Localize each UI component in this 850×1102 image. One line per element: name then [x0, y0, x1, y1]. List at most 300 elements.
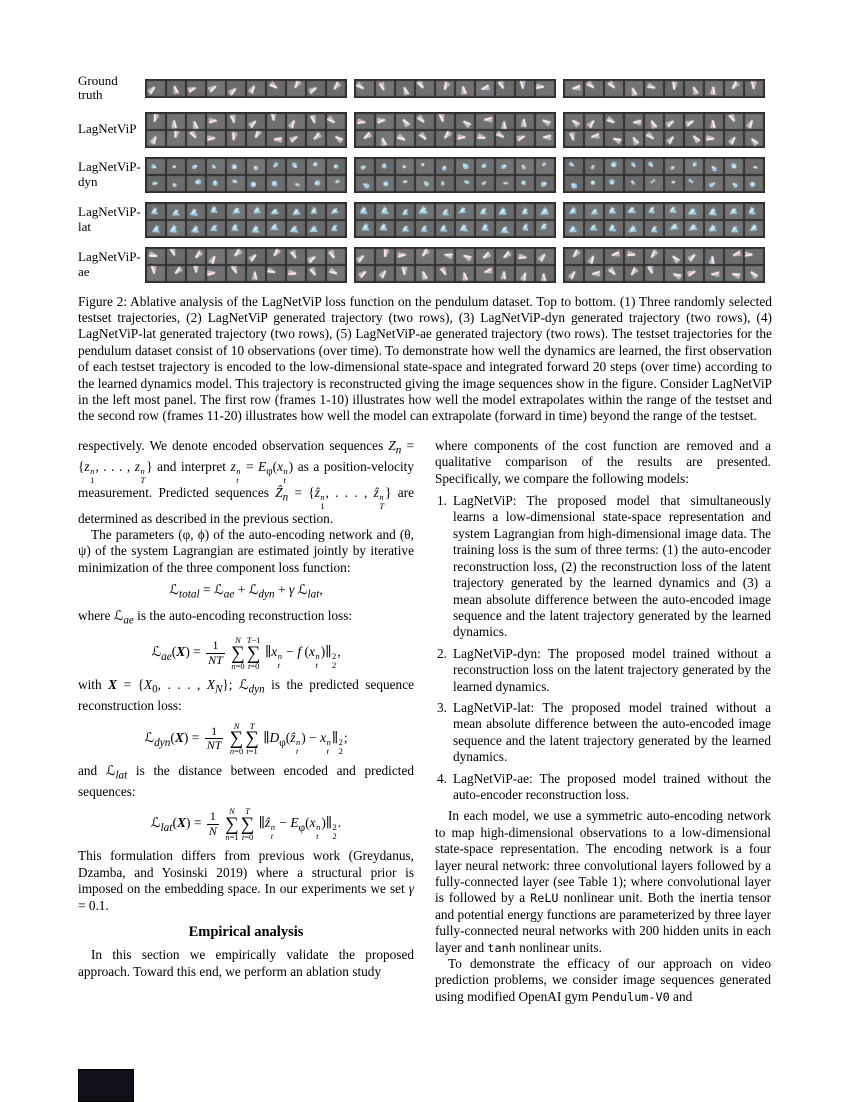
pendulum-cell	[684, 80, 704, 97]
pendulum-cell	[604, 158, 624, 175]
pendulum-cell	[415, 203, 435, 220]
figure-panel	[145, 247, 347, 283]
figure-panel	[563, 247, 765, 283]
pendulum-cell	[246, 203, 266, 220]
pendulum-cell	[495, 80, 515, 97]
figure-panel	[145, 79, 347, 98]
figure-row-label: LagNetViP	[78, 121, 137, 137]
pendulum-cell	[455, 130, 475, 147]
equation-total-loss: ℒ$_{total}$ = ℒ$_{ae}$ + ℒ$_{dyn}$ + γ ℒ$_{lat}$,	[169, 582, 323, 601]
pendulum-cell	[395, 80, 415, 97]
pendulum-cell	[664, 265, 684, 282]
figure-row-label: LagNetViP-dyn	[78, 159, 141, 189]
list-number: 1.	[437, 493, 447, 509]
pendulum-cell	[326, 113, 346, 130]
pendulum-cell	[624, 158, 644, 175]
pendulum-cell	[435, 203, 455, 220]
pendulum-cell	[246, 220, 266, 237]
pendulum-cell	[644, 80, 664, 97]
figure-band	[78, 202, 772, 238]
figure-row-label: LagNetViP-ae	[78, 249, 141, 279]
pendulum-cell	[206, 130, 226, 147]
pendulum-cell	[246, 130, 266, 147]
pendulum-cell	[375, 265, 395, 282]
pendulum-cell	[246, 113, 266, 130]
list-item	[437, 646, 771, 695]
pendulum-cell	[166, 265, 186, 282]
pendulum-cell	[435, 80, 455, 97]
figure-row-label: LagNetViP-lat	[78, 204, 141, 234]
list-number: 2.	[437, 645, 447, 661]
pendulum-cell	[564, 265, 584, 282]
pendulum-cell	[704, 175, 724, 192]
pendulum-cell	[186, 265, 206, 282]
pendulum-cell	[664, 248, 684, 265]
pendulum-cell	[226, 158, 246, 175]
pendulum-cell	[355, 158, 375, 175]
section-heading: Empirical analysis	[188, 924, 304, 941]
pendulum-cell	[724, 203, 744, 220]
pendulum-cell	[375, 248, 395, 265]
pendulum-cell	[584, 203, 604, 220]
pendulum-cell	[564, 158, 584, 175]
pendulum-cell	[206, 113, 226, 130]
paragraph: respectively. We denote encoded observation sequences $Z_n = \{z$ n 1 , . . . , z n T } and interpret z n t = $E_\varphi(x$ n t ) as a position-velocity measurement. Predicted sequences Ẑ$_n$ = {ẑ n 1 , . . . , ẑ n T } are determined as described in the previous section.	[78, 437, 414, 526]
pendulum-cell	[644, 113, 664, 130]
pendulum-cell	[286, 203, 306, 220]
pendulum-cell	[664, 80, 684, 97]
figure-panel	[354, 202, 556, 238]
figure-band	[78, 247, 772, 283]
pendulum-cell	[684, 203, 704, 220]
pendulum-cell	[495, 113, 515, 130]
pendulum-cell	[146, 158, 166, 175]
paragraph: and ℒ$_{lat}$ is the distance between encoded and predicted sequences:	[78, 762, 414, 799]
pendulum-cell	[415, 220, 435, 237]
pendulum-cell	[664, 158, 684, 175]
pendulum-cell	[744, 175, 764, 192]
pendulum-cell	[495, 265, 515, 282]
pendulum-cell	[306, 130, 326, 147]
pendulum-cell	[246, 265, 266, 282]
pendulum-cell	[495, 175, 515, 192]
pendulum-cell	[475, 80, 495, 97]
pendulum-cell	[306, 158, 326, 175]
pendulum-cell	[306, 80, 326, 97]
pendulum-cell	[644, 158, 664, 175]
pendulum-cell	[355, 248, 375, 265]
figure-panel	[354, 79, 556, 98]
pendulum-cell	[515, 248, 535, 265]
pendulum-cell	[246, 158, 266, 175]
pendulum-cell	[355, 175, 375, 192]
pendulum-cell	[684, 175, 704, 192]
pendulum-cell	[535, 130, 555, 147]
pendulum-cell	[724, 220, 744, 237]
pendulum-cell	[355, 130, 375, 147]
pendulum-cell	[564, 203, 584, 220]
pendulum-cell	[206, 265, 226, 282]
equation-dynamics-loss: ℒ$_{dyn}$(X) = $\frac{1}{NT}$ N ∑ n=0 T ∑ t=1 $\parallel D_\varphi(ẑ$ n t ) − x n t ∥ 2 2 ;	[144, 720, 348, 757]
pendulum-cell	[535, 265, 555, 282]
pendulum-cell	[515, 203, 535, 220]
pendulum-cell	[684, 158, 704, 175]
pendulum-cell	[604, 265, 624, 282]
pendulum-cell	[584, 265, 604, 282]
pendulum-cell	[624, 130, 644, 147]
pendulum-cell	[146, 265, 166, 282]
pendulum-cell	[146, 175, 166, 192]
figure-caption: Figure 2: Ablative analysis of the LagNetViP loss function on the pendulum dataset. Top to bottom. (1) Three randomly selected testset trajectories, (2) LagNetViP generated trajectory (two rows), (3) LagNetViP-dyn generated trajectory (two rows), (4) LagNetViP-lat generated trajectory (two rows), (5) LagNetViP-ae generated trajectory (two rows). The testset trajectories for the pendulum dataset consist of 10 observations (over time). To demonstrate how well the dynamics are learned, the first observation of each testset trajectory is encoded to the low-dimensional state-space and integrated forward 20 steps (over time) according to the learned dynamics model. This trajectory is reconstructed giving the image sequences show in the figure. Consider LagNetViP in the left most panel. The first row (frames 1-10) illustrates how well the model extrapolates within the range of the testset and the second row (frames 11-20) illustrates how well the model can extrapolate (forward in time) beyond the range of the testset.	[78, 293, 772, 424]
pendulum-cell	[564, 248, 584, 265]
pendulum-cell	[226, 175, 246, 192]
body-columns	[78, 438, 772, 1005]
pendulum-cell	[266, 203, 286, 220]
pendulum-cell	[286, 80, 306, 97]
page-bottom-figure-fragment	[78, 1069, 134, 1102]
pendulum-cell	[704, 220, 724, 237]
pendulum-cell	[355, 265, 375, 282]
equation-latent-loss: ℒ$_{lat}$(X) = $\frac{1}{N}$ N ∑ n=1 T ∑ t=0 ∥ẑ n t − $E_\varphi(x$ n t )∥ 2 2 .	[150, 806, 342, 842]
figure-band	[78, 157, 772, 193]
pendulum-cell	[724, 265, 744, 282]
pendulum-cell	[455, 248, 475, 265]
list-item-text: LagNetViP: The proposed model that simultaneously learns a low-dimensional state-space representation and system Lagrangian from high-dimensional image data. The training loss is the sum of three terms: (1) the auto-encoder reconstruction loss, (2) the reconstruction loss of the latent trajectory generated by the learned dynamics and (3) a mean absolute difference between the auto-encoded image sequence and the latent trajectory generated by the learned dynamics.	[453, 493, 771, 640]
pendulum-cell	[415, 113, 435, 130]
pendulum-cell	[664, 130, 684, 147]
figure-panel	[145, 202, 347, 238]
pendulum-cell	[455, 113, 475, 130]
pendulum-cell	[395, 248, 415, 265]
pendulum-cell	[286, 248, 306, 265]
pendulum-cell	[266, 175, 286, 192]
pendulum-cell	[495, 248, 515, 265]
pendulum-cell	[415, 158, 435, 175]
pendulum-cell	[475, 158, 495, 175]
pendulum-cell	[475, 203, 495, 220]
pendulum-cell	[146, 248, 166, 265]
paragraph: where ℒ$_{ae}$ is the auto-encoding reconstruction loss:	[78, 608, 353, 627]
pendulum-cell	[704, 248, 724, 265]
pendulum-cell	[604, 248, 624, 265]
pendulum-cell	[435, 248, 455, 265]
pendulum-cell	[744, 80, 764, 97]
right-column	[435, 438, 771, 1005]
pendulum-cell	[166, 113, 186, 130]
pendulum-cell	[435, 220, 455, 237]
pendulum-cell	[435, 130, 455, 147]
pendulum-cell	[475, 248, 495, 265]
pendulum-cell	[166, 248, 186, 265]
pendulum-cell	[455, 203, 475, 220]
pendulum-cell	[246, 80, 266, 97]
figure-panel	[563, 79, 765, 98]
pendulum-cell	[664, 113, 684, 130]
pendulum-cell	[435, 175, 455, 192]
figure-panel	[145, 157, 347, 193]
pendulum-cell	[266, 113, 286, 130]
pendulum-cell	[744, 248, 764, 265]
pendulum-cell	[535, 175, 555, 192]
pendulum-cell	[375, 113, 395, 130]
pendulum-cell	[624, 220, 644, 237]
pendulum-cell	[644, 220, 664, 237]
pendulum-cell	[186, 80, 206, 97]
pendulum-cell	[375, 80, 395, 97]
pendulum-cell	[395, 203, 415, 220]
pendulum-cell	[415, 248, 435, 265]
pendulum-cell	[515, 80, 535, 97]
pendulum-cell	[604, 80, 624, 97]
pendulum-cell	[435, 265, 455, 282]
pendulum-cell	[704, 203, 724, 220]
pendulum-cell	[744, 265, 764, 282]
figure-row-label: Ground truth	[78, 73, 118, 103]
pendulum-cell	[306, 113, 326, 130]
pendulum-cell	[355, 220, 375, 237]
pendulum-cell	[186, 113, 206, 130]
pendulum-cell	[455, 220, 475, 237]
pendulum-cell	[744, 220, 764, 237]
pendulum-cell	[564, 113, 584, 130]
left-column	[78, 438, 414, 1005]
pendulum-cell	[535, 158, 555, 175]
pendulum-cell	[664, 203, 684, 220]
pendulum-cell	[704, 113, 724, 130]
pendulum-cell	[624, 113, 644, 130]
paragraph: In this section we empirically validate the proposed approach. Toward this end, we perform an ablation study	[78, 947, 414, 979]
pendulum-cell	[146, 113, 166, 130]
list-item	[437, 700, 771, 766]
pendulum-cell	[724, 248, 744, 265]
pendulum-cell	[515, 113, 535, 130]
pendulum-cell	[326, 130, 346, 147]
pendulum-cell	[604, 175, 624, 192]
pendulum-cell	[306, 203, 326, 220]
pendulum-cell	[584, 248, 604, 265]
pendulum-cell	[724, 113, 744, 130]
pendulum-cell	[266, 220, 286, 237]
pendulum-cell	[286, 113, 306, 130]
figure-panel	[145, 112, 347, 148]
pendulum-cell	[395, 158, 415, 175]
pendulum-cell	[326, 248, 346, 265]
pendulum-cell	[724, 80, 744, 97]
pendulum-cell	[146, 80, 166, 97]
list-item-text: LagNetViP-lat: The proposed model trained without a mean absolute difference between the auto-encoded image sequence and the latent trajectory generated by the learned dynamics.	[453, 699, 771, 765]
pendulum-cell	[744, 158, 764, 175]
pendulum-cell	[306, 265, 326, 282]
pendulum-cell	[644, 130, 664, 147]
pendulum-cell	[515, 175, 535, 192]
pendulum-cell	[475, 220, 495, 237]
figure-panel	[354, 247, 556, 283]
pendulum-cell	[564, 80, 584, 97]
pendulum-cell	[684, 113, 704, 130]
pendulum-cell	[515, 130, 535, 147]
pendulum-cell	[564, 175, 584, 192]
pendulum-cell	[584, 220, 604, 237]
pendulum-cell	[435, 113, 455, 130]
pendulum-cell	[326, 175, 346, 192]
list-number: 4.	[437, 770, 447, 786]
pendulum-cell	[624, 80, 644, 97]
pendulum-cell	[684, 130, 704, 147]
pendulum-cell	[495, 130, 515, 147]
list-item-text: LagNetViP-ae: The proposed model trained without the auto-encoder reconstruction loss.	[453, 770, 771, 802]
list-item	[437, 493, 771, 641]
paragraph: The parameters (φ, ϕ) of the auto-encoding network and (θ, ψ) of the system Lagrangian are estimated jointly by iterative minimization of the three component loss function:	[78, 527, 414, 575]
pendulum-cell	[166, 175, 186, 192]
pendulum-cell	[395, 130, 415, 147]
equation-autoencoder-loss: ℒ$_{ae}$(X) = $\frac{1}{NT}$ N ∑ n=0 T−1 ∑ t=0 ∥x n t − f (x n t )∥ 2 2 ,	[151, 635, 341, 671]
pendulum-cell	[604, 220, 624, 237]
figure-band	[78, 112, 772, 148]
pendulum-cell	[166, 158, 186, 175]
pendulum-cell	[226, 130, 246, 147]
figure-band	[78, 74, 772, 103]
pendulum-cell	[644, 203, 664, 220]
pendulum-cell	[724, 158, 744, 175]
pendulum-cell	[624, 175, 644, 192]
pendulum-cell	[724, 130, 744, 147]
pendulum-cell	[495, 158, 515, 175]
pendulum-cell	[455, 80, 475, 97]
pendulum-cell	[395, 113, 415, 130]
pendulum-cell	[495, 220, 515, 237]
pendulum-cell	[246, 175, 266, 192]
list-number: 3.	[437, 699, 447, 715]
pendulum-cell	[495, 203, 515, 220]
pendulum-cell	[206, 158, 226, 175]
pendulum-cell	[286, 158, 306, 175]
pendulum-cell	[306, 220, 326, 237]
pendulum-cell	[704, 158, 724, 175]
pendulum-cell	[355, 203, 375, 220]
pendulum-cell	[624, 203, 644, 220]
pendulum-cell	[286, 220, 306, 237]
pendulum-cell	[455, 265, 475, 282]
pendulum-cell	[326, 265, 346, 282]
pendulum-cell	[166, 220, 186, 237]
pendulum-cell	[584, 175, 604, 192]
pendulum-cell	[624, 248, 644, 265]
pendulum-cell	[206, 220, 226, 237]
pendulum-cell	[744, 113, 764, 130]
pendulum-cell	[226, 220, 246, 237]
list-item-text: LagNetViP-dyn: The proposed model trained without a reconstruction loss on the latent trajectory generated by the learned dynamics.	[453, 645, 771, 694]
pendulum-cell	[395, 175, 415, 192]
pendulum-cell	[375, 220, 395, 237]
pendulum-cell	[664, 220, 684, 237]
pendulum-cell	[624, 265, 644, 282]
figure-panel	[563, 112, 765, 148]
pendulum-cell	[515, 265, 535, 282]
pendulum-cell	[584, 113, 604, 130]
figure-panel	[563, 157, 765, 193]
pendulum-cell	[435, 158, 455, 175]
pendulum-cell	[415, 80, 435, 97]
pendulum-cell	[226, 265, 246, 282]
pendulum-cell	[535, 220, 555, 237]
pendulum-cell	[326, 220, 346, 237]
pendulum-cell	[584, 130, 604, 147]
paragraph: This formulation differs from previous work (Greydanus, Dzamba, and Yosinski 2019) where a structural prior is imposed on the embedding space. In our experiments we set γ = 0.1.	[78, 848, 414, 913]
pendulum-cell	[455, 158, 475, 175]
pendulum-cell	[395, 220, 415, 237]
pendulum-cell	[684, 220, 704, 237]
pendulum-cell	[186, 248, 206, 265]
pendulum-cell	[226, 113, 246, 130]
pendulum-cell	[375, 175, 395, 192]
pendulum-cell	[475, 130, 495, 147]
pendulum-cell	[206, 175, 226, 192]
pendulum-cell	[704, 80, 724, 97]
pendulum-cell	[186, 175, 206, 192]
list-item	[437, 771, 771, 804]
pendulum-cell	[266, 248, 286, 265]
pendulum-cell	[744, 130, 764, 147]
figure	[78, 74, 772, 283]
pendulum-cell	[664, 175, 684, 192]
pendulum-cell	[584, 158, 604, 175]
pendulum-cell	[684, 265, 704, 282]
pendulum-cell	[206, 203, 226, 220]
pendulum-cell	[475, 265, 495, 282]
pendulum-cell	[415, 175, 435, 192]
pendulum-cell	[326, 80, 346, 97]
pendulum-cell	[375, 158, 395, 175]
pendulum-cell	[564, 220, 584, 237]
pendulum-cell	[266, 80, 286, 97]
pendulum-cell	[186, 203, 206, 220]
pendulum-cell	[146, 203, 166, 220]
pendulum-cell	[584, 80, 604, 97]
pendulum-cell	[226, 248, 246, 265]
pendulum-cell	[515, 158, 535, 175]
pendulum-cell	[186, 158, 206, 175]
pendulum-cell	[535, 113, 555, 130]
pendulum-cell	[475, 175, 495, 192]
pendulum-cell	[355, 80, 375, 97]
pendulum-cell	[375, 130, 395, 147]
pendulum-cell	[226, 203, 246, 220]
pendulum-cell	[375, 203, 395, 220]
pendulum-cell	[166, 80, 186, 97]
pendulum-cell	[286, 175, 306, 192]
pendulum-cell	[535, 248, 555, 265]
pendulum-cell	[415, 130, 435, 147]
pendulum-cell	[535, 80, 555, 97]
paragraph: To demonstrate the efficacy of our approach on video prediction problems, we consider image sequences generated using modified OpenAI gym Pendulum-V0 and	[435, 956, 771, 1004]
pendulum-cell	[226, 80, 246, 97]
pendulum-cell	[395, 265, 415, 282]
pendulum-cell	[604, 113, 624, 130]
pendulum-cell	[266, 158, 286, 175]
pendulum-cell	[146, 130, 166, 147]
pendulum-cell	[564, 130, 584, 147]
pendulum-cell	[644, 265, 664, 282]
pendulum-cell	[475, 113, 495, 130]
pendulum-cell	[206, 80, 226, 97]
pendulum-cell	[286, 130, 306, 147]
pendulum-cell	[326, 203, 346, 220]
figure-panel	[354, 157, 556, 193]
pendulum-cell	[306, 175, 326, 192]
pendulum-cell	[604, 203, 624, 220]
paragraph: with $X = \{X_0$, . . . , $X_N$}; ℒ$_{dyn}$ is the predicted sequence reconstruction loss:	[78, 677, 415, 714]
pendulum-cell	[744, 203, 764, 220]
